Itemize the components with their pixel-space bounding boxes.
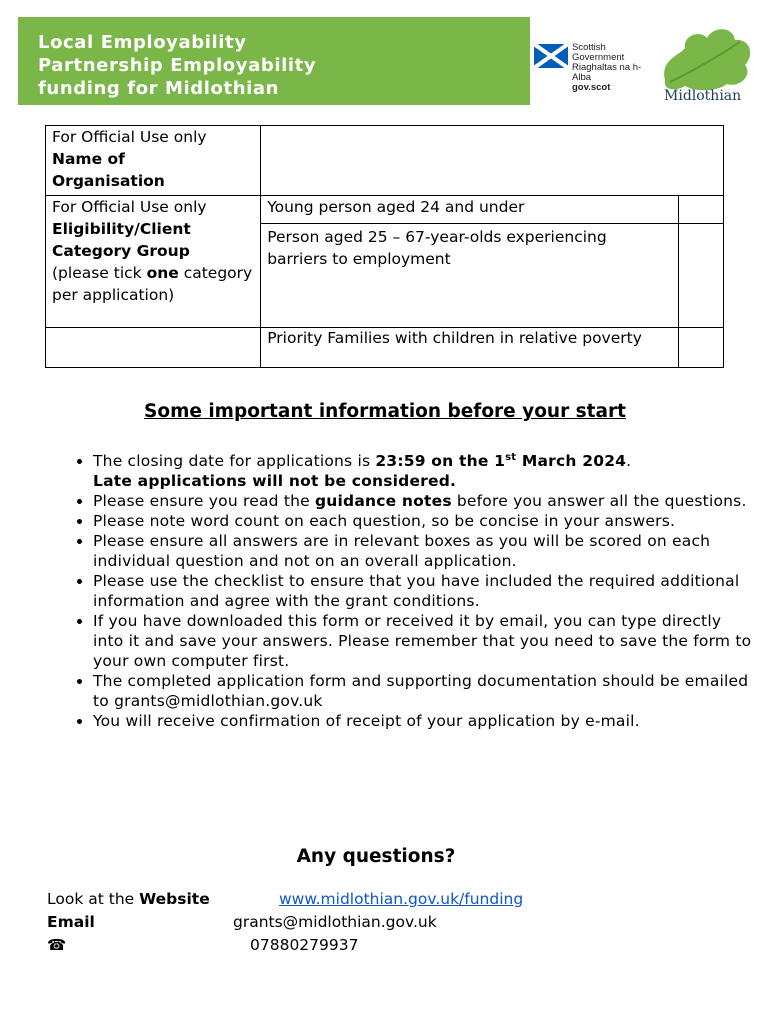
category-option-label: Person aged 25 – 67-year-olds experiencing barriers to employment: [261, 224, 678, 328]
list-item: • The completed application form and supporting documentation should be emailed to grants@midlothian.gov.uk: [93, 671, 753, 711]
table-cell: [46, 126, 261, 196]
list-item: • You will receive confirmation of receipt of your application by e-mail.: [93, 711, 753, 731]
list-item: • Please ensure all answers are in relevant boxes as you will be scored on each individual question and not on an overall application.: [93, 531, 753, 571]
list-item: • Please note word count on each question, so be concise in your answers.: [93, 511, 753, 531]
table-row: [46, 328, 724, 368]
email-label: Email: [47, 913, 95, 931]
saltire-flag-icon: [534, 44, 568, 68]
sg-logo-line: gov.scot: [572, 82, 611, 93]
organisation-name-field[interactable]: [261, 126, 724, 196]
document-title: [38, 31, 316, 100]
tick-note: category per application): [52, 264, 253, 304]
tick-note-bold: one: [146, 264, 179, 282]
closing-date-text: 23:59 on the 1: [375, 452, 506, 471]
website-link[interactable]: www.midlothian.gov.uk/funding: [279, 890, 524, 908]
list-item: [93, 448, 753, 491]
official-use-label: For Official Use only: [52, 128, 207, 146]
list-item: • If you have downloaded this form or received it by email, you can type directly into it and save your answers. Please remember that you need to save the form to your own computer first.: [93, 611, 753, 671]
title-line-1: Local Employability: [38, 32, 247, 53]
tick-instruction: [52, 262, 254, 306]
category-checkbox[interactable]: [678, 224, 723, 328]
bullet-text: The closing date for applications is: [93, 452, 376, 471]
title-banner: [18, 17, 530, 105]
eligibility-label: Eligibility/Client: [52, 220, 191, 238]
bullet-text: Please ensure you read the: [93, 492, 315, 511]
website-label: [47, 889, 210, 909]
website-prefix: Look at the: [47, 890, 140, 908]
closing-date-suffix: st: [505, 452, 517, 463]
questions-heading: Any questions?: [296, 846, 456, 867]
important-info-heading: Some important information before your start: [144, 401, 626, 422]
closing-date-text: March 2024: [516, 452, 627, 471]
official-use-table: [45, 125, 724, 368]
tick-note: (please tick: [52, 264, 147, 282]
eligibility-label: Category Group: [52, 242, 190, 260]
title-line-2: Partnership Employability: [38, 55, 317, 76]
sg-logo-line: Riaghaltas na h-Alba: [572, 62, 642, 83]
bullet-text: .: [626, 452, 632, 471]
list-item: [93, 491, 753, 511]
sg-logo-line: Scottish Government: [572, 42, 625, 63]
category-checkbox[interactable]: [678, 196, 723, 224]
telephone-icon: ☎: [47, 936, 67, 954]
title-line-3: funding for Midlothian: [38, 78, 280, 99]
table-row: [46, 126, 724, 196]
late-applications-warning: Late applications will not be considered.: [93, 472, 457, 491]
table-cell: [46, 328, 261, 368]
midlothian-logo-text: Midlothian: [664, 88, 742, 104]
table-row: [46, 196, 724, 224]
official-use-label: For Official Use only: [52, 198, 207, 216]
guidance-notes-text: guidance notes: [314, 492, 452, 511]
email-value: grants@midlothian.gov.uk: [233, 913, 437, 931]
category-checkbox[interactable]: [678, 328, 723, 368]
sg-logo-text: [572, 43, 654, 93]
name-of-organisation-label: Organisation: [52, 172, 165, 190]
table-cell: [46, 196, 261, 328]
phone-value: 07880279937: [250, 936, 359, 954]
website-label-bold: Website: [139, 890, 210, 908]
scottish-government-logo: [534, 40, 654, 93]
category-option-label: Priority Families with children in relative poverty: [261, 328, 678, 368]
category-option-label: Young person aged 24 and under: [261, 196, 678, 224]
bullet-text: before you answer all the questions.: [451, 492, 747, 511]
name-of-organisation-label: Name of: [52, 150, 125, 168]
list-item: • Please use the checklist to ensure that you have included the required additional information and agree with the grant conditions.: [93, 571, 753, 611]
info-bullet-list: [55, 448, 753, 731]
